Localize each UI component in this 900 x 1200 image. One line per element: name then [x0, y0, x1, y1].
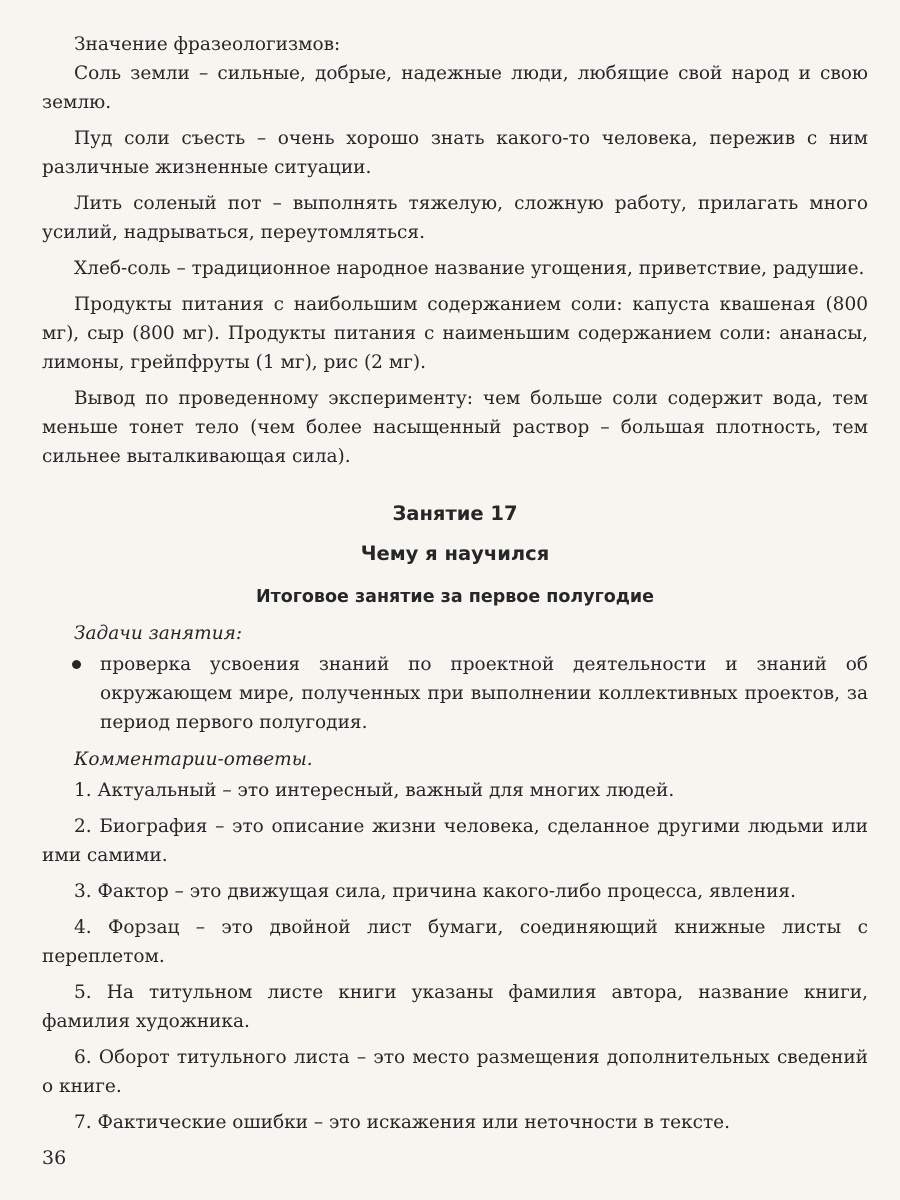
answer-item: 5. На титульном листе книги указаны фамилия автора, название книги, фамилия художника.	[42, 982, 868, 1032]
comments-label: Комментарии-ответы.	[74, 749, 313, 770]
paragraph: Вывод по проведенному эксперименту: чем больше соли содержит вода, тем меньше тонет тело (чем более насыщенный раствор – большая плотность, тем сильнее выталкивающая сила).	[42, 388, 868, 467]
lesson-number: Занятие 17	[392, 502, 518, 525]
answers-list	[42, 776, 868, 1137]
lesson-title: Чему я научился	[360, 542, 550, 565]
tasks-label: Задачи занятия:	[74, 623, 243, 644]
answer-item: 7. Фактические ошибки – это искажения или неточности в тексте.	[74, 1112, 731, 1133]
answer-item: 1. Актуальный – это интересный, важный для многих людей.	[74, 780, 675, 801]
answer-item: 3. Фактор – это движущая сила, причина какого-либо процесса, явления.	[74, 881, 796, 902]
page-number: 36	[42, 1147, 67, 1169]
lesson-header	[42, 499, 868, 611]
list-item	[42, 650, 868, 737]
lesson-subtitle: Итоговое занятие за первое полугодие	[255, 587, 655, 607]
paragraph: Продукты питания с наибольшим содержанием соли: капуста квашеная (800 мг), сыр (800 мг). Продукты питания с наименьшим содержанием соли: ананасы, лимоны, грейпфруты (1 мг), рис (2 мг).	[42, 294, 868, 373]
bullet-icon	[72, 660, 81, 669]
answer-item: 6. Оборот титульного листа – это место размещения дополнительных сведений о книге.	[42, 1047, 868, 1097]
paragraph: Лить соленый пот – выполнять тяжелую, сложную работу, прилагать много усилий, надрываться, переутомляться.	[42, 193, 868, 243]
paragraph: Соль земли – сильные, добрые, надежные люди, любящие свой народ и свою землю.	[42, 63, 868, 113]
paragraph: Пуд соли съесть – очень хорошо знать какого-то человека, пережив с ним различные жизненные ситуации.	[42, 128, 868, 178]
answer-item: 2. Биография – это описание жизни человека, сделанное другими людьми или ими самими.	[42, 816, 868, 866]
phraseology-heading: Значение фразеологизмов:	[74, 34, 341, 55]
answer-item: 4. Форзац – это двойной лист бумаги, соединяющий книжные листы с переплетом.	[42, 917, 868, 967]
phraseology-section	[42, 30, 868, 471]
paragraph: Хлеб-соль – традиционное народное название угощения, приветствие, радушие.	[74, 258, 865, 279]
task-text: проверка усвоения знаний по проектной деятельности и знаний об окружающем мире, полученных при выполнении коллективных проектов, за период первого полугодия.	[100, 654, 868, 733]
tasks-list	[42, 650, 868, 737]
